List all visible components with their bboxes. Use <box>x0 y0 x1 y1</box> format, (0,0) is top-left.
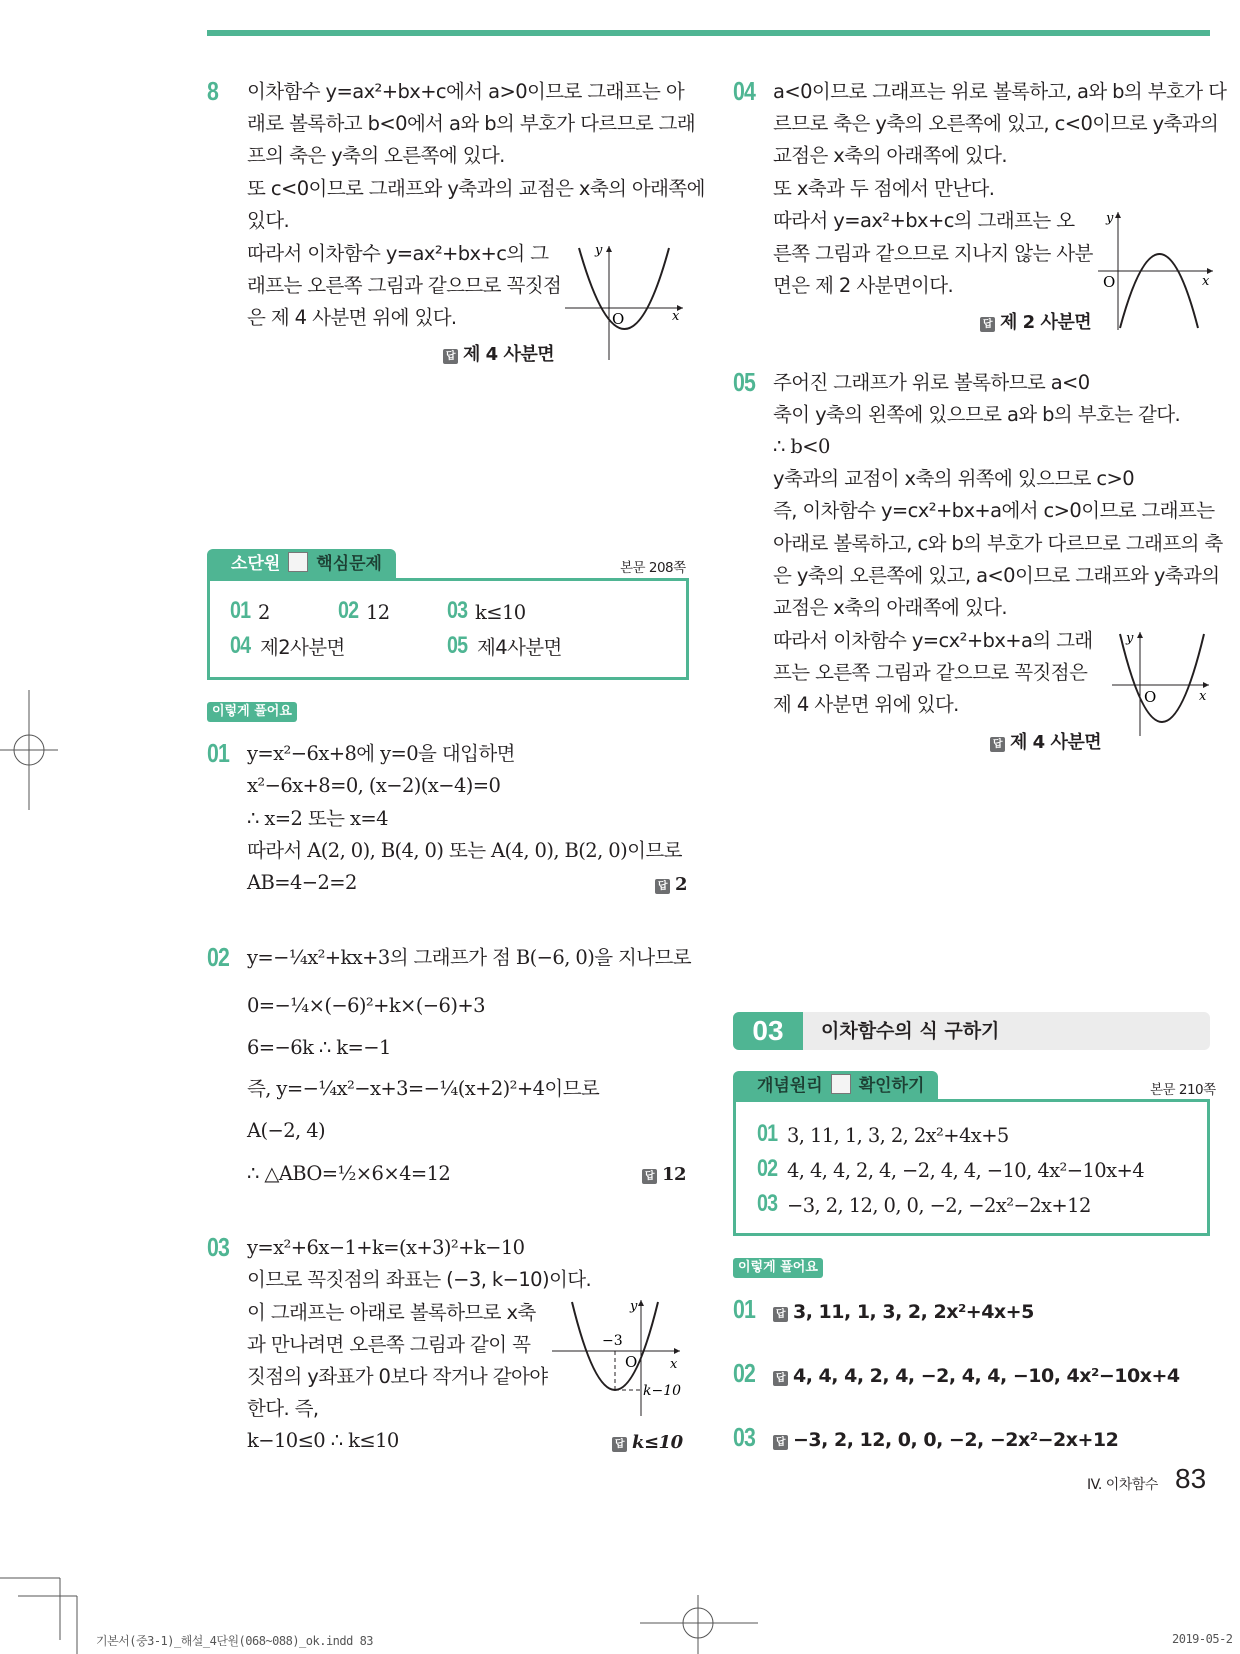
line: 이 그래프는 아래로 볼록하므로 x축 <box>247 1301 536 1324</box>
answer-badge-icon: 답 <box>443 349 458 364</box>
item-number: 01 <box>757 1120 778 1147</box>
print-slug-filename: 기본서(중3-1)_해설_4단원(068~088)_ok.indd 83 <box>96 1634 374 1648</box>
chart-icon <box>831 1074 851 1094</box>
svg-text:−3: −3 <box>602 1333 623 1349</box>
answer: 답 12 <box>642 1164 686 1185</box>
answer-badge-icon: 답 <box>773 1307 788 1322</box>
line: y축과의 교점이 x축의 위쪽에 있으므로 c>0 <box>773 467 1135 490</box>
line: 프의 축은 y축의 오른쪽에 있다. <box>247 144 505 167</box>
problem-number: 02 <box>733 1358 756 1388</box>
registration-mark-left <box>0 690 60 810</box>
line: 이므로 꼭짓점의 좌표는 (−3, k−10)이다. <box>247 1268 592 1291</box>
line: k−10≤0 ∴ k≤10 <box>247 1429 399 1452</box>
item-value: 제4사분면 <box>477 636 562 659</box>
problem-number: 01 <box>733 1294 756 1324</box>
registration-mark-bottom <box>640 1595 760 1654</box>
top-accent-rule <box>207 30 1210 36</box>
answer: 답 제 4 사분면 <box>990 728 1101 754</box>
item-number: 03 <box>447 597 468 624</box>
item-number: 02 <box>757 1155 778 1182</box>
line: 따라서 A(2, 0), B(4, 0) 또는 A(4, 0), B(2, 0)이므로 <box>247 839 682 862</box>
line: ∴ x=2 또는 x=4 <box>247 807 388 830</box>
parabola-graph-q03 <box>552 1298 687 1423</box>
svg-text:x: x <box>670 1357 678 1372</box>
svg-text:O: O <box>612 310 625 328</box>
parabola-graph-q04 <box>1098 210 1216 330</box>
core-box-body <box>207 578 689 680</box>
answer: 답 k≤10 <box>612 1432 683 1453</box>
item-number: 05 <box>447 632 468 659</box>
line: 제 4 사분면 위에 있다. <box>773 693 959 716</box>
svg-text:x: x <box>1199 689 1207 704</box>
svg-text:x: x <box>1202 274 1210 289</box>
line: 즉, y=−¼x²−x+3=−¼(x+2)²+4이므로 <box>247 1077 600 1100</box>
problem-number: 04 <box>733 76 756 106</box>
line: 래로 볼록하고 b<0에서 a와 b의 부호가 다르므로 그래 <box>247 112 696 135</box>
answer-badge-icon: 답 <box>612 1437 627 1452</box>
line: AB=4−2=2 <box>247 871 357 894</box>
answer-badge-icon: 답 <box>773 1435 788 1450</box>
solve-label-pill: 이렇게 풀어요 <box>733 1258 823 1278</box>
line: a<0이므로 그래프는 위로 볼록하고, a와 b의 부호가 다 <box>773 80 1227 103</box>
svg-text:y: y <box>1126 631 1134 646</box>
line: A(−2, 4) <box>247 1119 326 1142</box>
answer: 답 제 4 사분면 <box>443 340 554 366</box>
line: y=x²−6x+8에 y=0을 대입하면 <box>247 742 515 765</box>
core-box-tab: 소단원 핵심문제 <box>207 549 396 579</box>
line: 따라서 y=ax²+bx+c의 그래프는 오 <box>773 209 1075 232</box>
line: x²−6x+8=0, (x−2)(x−4)=0 <box>247 774 501 797</box>
line: 면은 제 2 사분면이다. <box>773 274 954 297</box>
answer-badge-icon: 답 <box>773 1371 788 1386</box>
line: 르므로 축은 y축의 오른쪽에 있고, c<0이므로 y축과의 <box>773 112 1219 135</box>
line: 프는 오른쪽 그림과 같으므로 꼭짓점은 <box>773 661 1088 684</box>
line: 교점은 x축의 아래쪽에 있다. <box>773 144 1007 167</box>
answer-badge-icon: 답 <box>642 1169 657 1184</box>
answer-badge-icon: 답 <box>990 737 1005 752</box>
line: 이차함수 y=ax²+bx+c에서 a>0이므로 그래프는 아 <box>247 80 685 103</box>
svg-text:O: O <box>1144 688 1157 706</box>
line: 래프는 오른쪽 그림과 같으므로 꼭짓점 <box>247 274 562 297</box>
print-slug-date: 2019-05-2 <box>1172 1632 1233 1646</box>
problem-number: 8 <box>207 76 219 106</box>
item-number: 03 <box>757 1190 778 1217</box>
section-title: 이차함수의 식 구하기 <box>821 1020 1000 1042</box>
line: 6=−6k ∴ k=−1 <box>247 1036 391 1059</box>
crop-mark-bottom-left <box>0 1570 80 1654</box>
concept-box-tab: 개념원리 확인하기 <box>733 1071 938 1101</box>
line: 따라서 이차함수 y=ax²+bx+c의 그 <box>247 242 549 265</box>
item-value: 제2사분면 <box>260 636 345 659</box>
problem-number: 05 <box>733 367 756 397</box>
answer: 답 제 2 사분면 <box>980 308 1091 334</box>
line: 한다. 즉, <box>247 1397 319 1420</box>
svg-text:k−10: k−10 <box>643 1383 682 1399</box>
item-value: k≤10 <box>475 601 526 624</box>
line: 즉, 이차함수 y=cx²+bx+a에서 c>0이므로 그래프는 <box>773 499 1215 522</box>
answer: 답 3, 11, 1, 3, 2, 2x²+4x+5 <box>773 1301 1034 1323</box>
svg-text:y: y <box>595 243 603 258</box>
line: 따라서 이차함수 y=cx²+bx+a의 그래 <box>773 629 1093 652</box>
line: 축이 y축의 왼쪽에 있으므로 a와 b의 부호는 같다. <box>773 403 1181 426</box>
line: 있다. <box>247 209 290 232</box>
item-number: 04 <box>230 632 251 659</box>
line: 또 c<0이므로 그래프와 y축과의 교점은 x축의 아래쪽에 <box>247 177 705 200</box>
problem-number: 01 <box>207 738 230 768</box>
answer: 답 2 <box>655 874 687 895</box>
line: y=x²+6x−1+k=(x+3)²+k−10 <box>247 1236 525 1259</box>
newspaper-icon <box>288 552 308 572</box>
line: 또 x축과 두 점에서 만난다. <box>773 177 995 200</box>
problem-number: 03 <box>207 1232 230 1262</box>
svg-text:O: O <box>625 1353 638 1371</box>
line: 짓점의 y좌표가 0보다 작거나 같아야 <box>247 1365 548 1388</box>
parabola-graph-q05 <box>1112 630 1212 738</box>
solve-label-pill: 이렇게 풀어요 <box>207 702 297 722</box>
line: 과 만나려면 오른쪽 그림과 같이 꼭 <box>247 1333 531 1356</box>
svg-text:x: x <box>672 309 680 324</box>
chapter-label: IV. 이차함수 <box>1087 1477 1158 1493</box>
svg-text:O: O <box>1103 273 1116 291</box>
item-number: 02 <box>338 597 359 624</box>
line: ∴ △ABO=½×6×4=12 <box>247 1162 451 1185</box>
item-value: 2 <box>258 601 270 624</box>
section-header <box>733 1012 1210 1050</box>
item-value: 12 <box>366 601 390 624</box>
line: ∴ b<0 <box>773 435 830 458</box>
problem-number: 03 <box>733 1422 756 1452</box>
answer-badge-icon: 답 <box>980 317 995 332</box>
answer: 답 4, 4, 4, 2, 4, −2, 4, 4, −10, 4x²−10x+4 <box>773 1365 1180 1387</box>
answer-badge-icon: 답 <box>655 879 670 894</box>
item-value: −3, 2, 12, 0, 0, −2, −2x²−2x+12 <box>787 1194 1091 1217</box>
parabola-graph-q8 <box>565 240 685 360</box>
answer: 답 −3, 2, 12, 0, 0, −2, −2x²−2x+12 <box>773 1429 1118 1451</box>
svg-text:y: y <box>1106 211 1114 226</box>
page-number: 83 <box>1175 1463 1207 1494</box>
svg-text:y: y <box>630 1299 638 1314</box>
textbook-page-ref: 본문 210쪽 <box>1150 1082 1216 1098</box>
textbook-page-ref: 본문 208쪽 <box>620 560 686 576</box>
line: 아래로 볼록하고, c와 b의 부호가 다르므로 그래프의 축 <box>773 532 1223 555</box>
item-value: 3, 11, 1, 3, 2, 2x²+4x+5 <box>787 1124 1009 1147</box>
line: 은 제 4 사분면 위에 있다. <box>247 306 457 329</box>
line: 은 y축의 오른쪽에 있고, a<0이므로 그래프와 y축과의 <box>773 564 1220 587</box>
item-value: 4, 4, 4, 2, 4, −2, 4, 4, −10, 4x²−10x+4 <box>787 1159 1145 1182</box>
line: 0=−¼×(−6)²+k×(−6)+3 <box>247 994 485 1017</box>
line: 교점은 x축의 아래쪽에 있다. <box>773 596 1007 619</box>
line: 주어진 그래프가 위로 볼록하므로 a<0 <box>773 371 1090 394</box>
problem-number: 02 <box>207 942 230 972</box>
section-number: 03 <box>733 1012 803 1050</box>
line: y=−¼x²+kx+3의 그래프가 점 B(−6, 0)을 지나므로 <box>247 946 692 969</box>
item-number: 01 <box>230 597 251 624</box>
line: 른쪽 그림과 같으므로 지나지 않는 사분 <box>773 242 1093 265</box>
